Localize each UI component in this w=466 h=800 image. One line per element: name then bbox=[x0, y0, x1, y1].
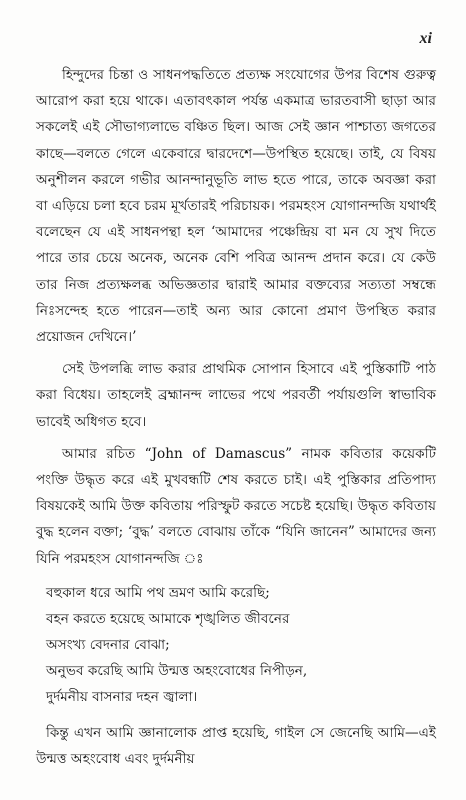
poem-line: অসংখ্য বেদনার বোঝা; bbox=[46, 636, 170, 653]
poem-line: অনুভব করেছি আমি উন্মত্ত অহংবোধের নিপীড়ন, bbox=[46, 662, 308, 679]
paragraph-2: সেই উপলব্ধি লাভ করার প্রাথমিক সোপান হিসাবে এই পুস্তিকাটি পাঠ করা বিধেয়। তাহলেই ব্রহ্মানন্দ লাভের পথে পরবর্তী পর্যায়গুলি স্বাভাবিক ভাবেই অধিগত হবে। bbox=[36, 361, 436, 430]
poem-line: বহুকাল ধরে আমি পথ ভ্রমণ আমি করেছি; bbox=[46, 584, 270, 601]
page-number: xi bbox=[419, 30, 432, 47]
poem-excerpt bbox=[46, 580, 436, 710]
poem-line: বহন করতে হয়েছে আমাকে শৃঙ্খলিত জীবনের bbox=[46, 610, 290, 627]
paragraph-1: হিন্দুদের চিন্তা ও সাধনপদ্ধতিতে প্রত্যক্ষ সংযোগের উপর বিশেষ গুরুত্ব আরোপ করা হয়ে থাকে। এতাবৎকাল পর্যন্ত একমাত্র ভারতবাসী ছাড়া আর সকলেই এই সৌভাগ্যলাভে বঞ্চিত ছিল। আজ সেই জ্ঞান পাশ্চাত্য জগতের কাছে—বলতে গেলে একেবারে দ্বারদেশে—উপস্থিত হয়েছে। তাই, যে বিষয় অনুশীলন করলে গভীর আনন্দানুভূতি লাভ হতে পারে, তাকে অবজ্ঞা করা বা এড়িয়ে চলা হবে চরম মূর্খতারই পরিচায়ক। পরমহংস যোগানন্দজি যথার্থই বলেছেন যে এই সাধনপন্থা হল ‘আমাদের পঞ্চেন্দ্রিয় বা মন যে সুখ দিতে পারে তার চেয়ে অনেক, অনেক বেশি পবিত্র আনন্দ প্রদান করে। যে কেউ তার নিজ প্রত্যক্ষলব্ধ অভিজ্ঞতার দ্বারাই আমার বক্তব্যের সত্যতা সম্বন্ধে নিঃসন্দেহ হতে পারেন—তাই অন্য আর কোনো প্রমাণ উপস্থিত করার প্রয়োজন দেখিনে।’ bbox=[36, 67, 436, 346]
closing-lines: কিন্তু এখন আমি জ্ঞানালোক প্রাপ্ত হয়েছি, গাইল সে জেনেছি আমি—এই উন্মত্ত অহংবোধ এবং দুর্দমনীয় bbox=[36, 724, 436, 767]
poem-line: দুর্দমনীয় বাসনার দহন জ্বালা। bbox=[46, 688, 198, 705]
paragraph-3: আমার রচিত “John of Damascus” নামক কবিতার কয়েকটি পংক্তি উদ্ধৃত করে এই মুখবন্ধটি শেষ করতে চাই। এই পুস্তিকার প্রতিপাদ্য বিষয়কেই আমি উক্ত কবিতায় পরিস্ফুট করতে সচেষ্ট হয়েছি। উদ্ধৃত কবিতায় বুদ্ধ হলেন বক্তা; ‘বুদ্ধ’ বলতে বোঝায় তাঁকে “যিনি জানেন” আমাদের জন্য যিনি পরমহংস যোগানন্দজি ঃ bbox=[36, 445, 436, 567]
page-body bbox=[36, 62, 436, 772]
